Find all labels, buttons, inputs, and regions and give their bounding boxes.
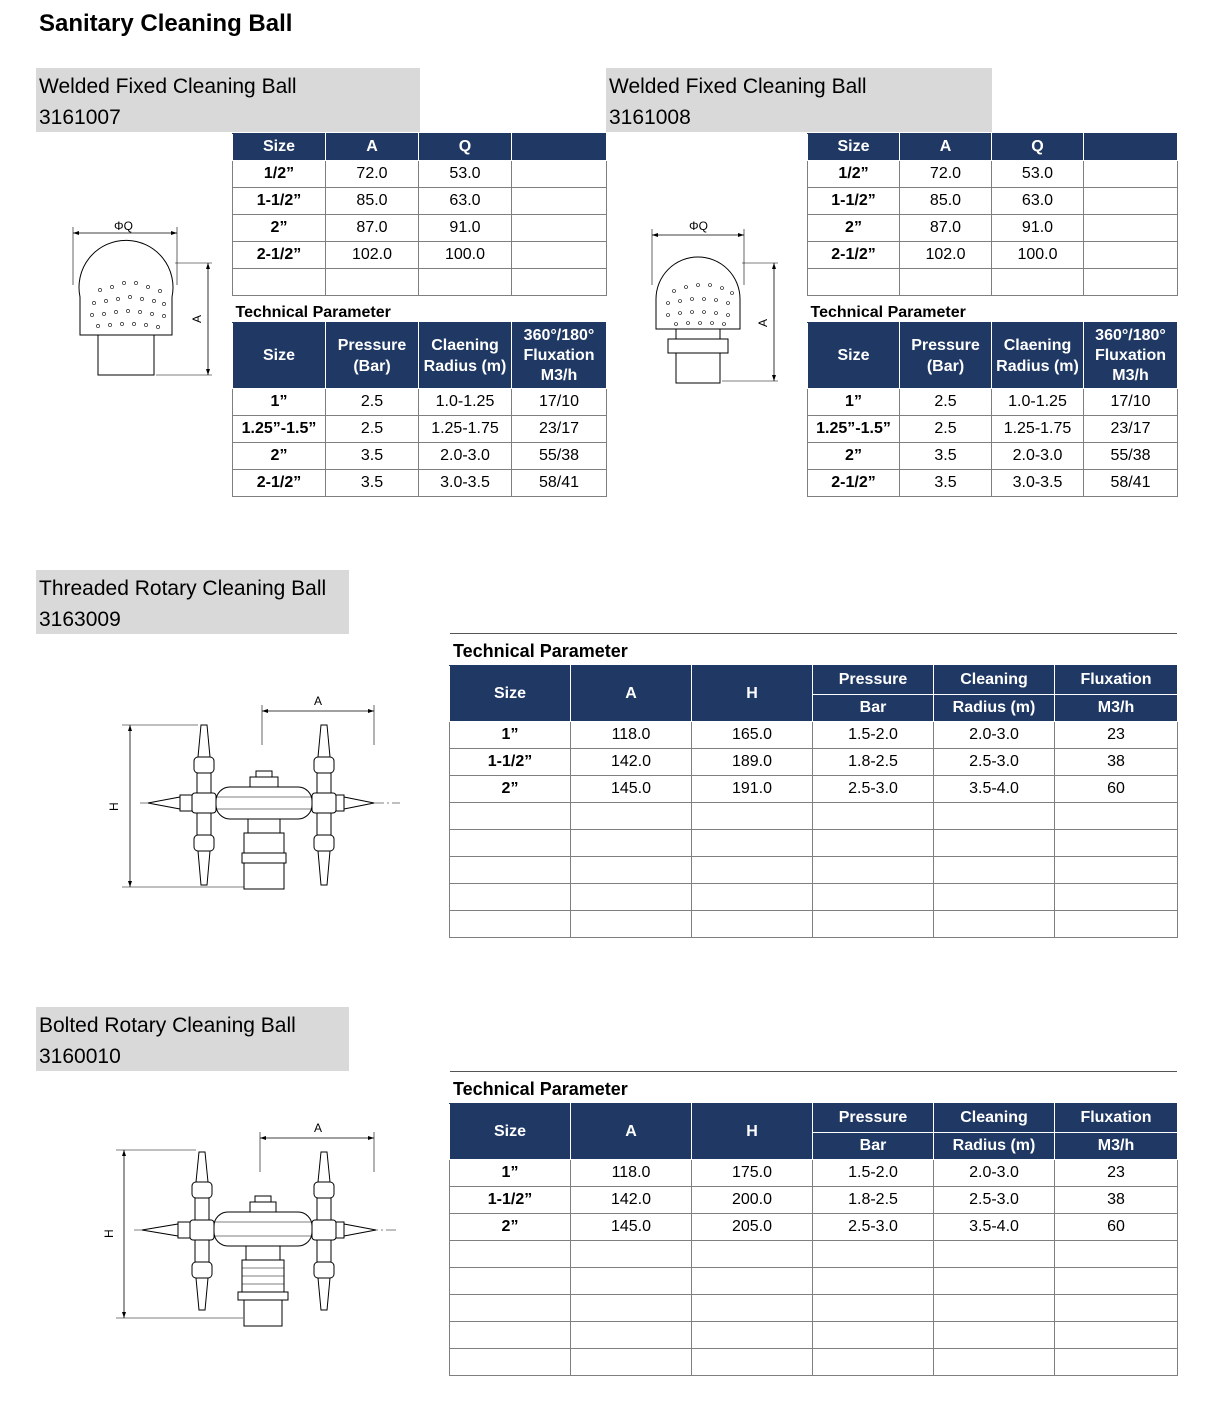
dim-q-label: ΦQ xyxy=(689,219,708,233)
col-blank xyxy=(1084,134,1178,161)
dim-a-label: A xyxy=(756,318,770,327)
table-row: 1” 118.0 165.0 1.5-2.0 2.0-3.0 23 xyxy=(450,722,1178,749)
tech-col-pressure: Pressure (Bar) xyxy=(900,323,992,389)
table-row: 2” 3.5 2.0-3.0 55/38 xyxy=(808,443,1178,470)
tech-parameter-label: Technical Parameter xyxy=(233,296,607,323)
col-size: Size xyxy=(808,134,900,161)
table-row: 1-1/2” 142.0 189.0 1.8-2.5 2.5-3.0 38 xyxy=(450,749,1178,776)
col-blank xyxy=(512,134,607,161)
size-table-3161008 xyxy=(807,133,1178,497)
col-a: A xyxy=(326,134,419,161)
product-code: 3163009 xyxy=(39,608,121,631)
tech-table-3163009 xyxy=(449,665,1178,938)
welded-ball-drawing-threaded xyxy=(640,215,790,385)
table-row: 2” 87.0 91.0 xyxy=(808,215,1178,242)
dim-h-label: H xyxy=(107,802,121,811)
table-row: 1-1/2” 142.0 200.0 1.8-2.5 2.5-3.0 38 xyxy=(450,1187,1178,1214)
col-a: A xyxy=(571,1104,692,1160)
col-cleaning-unit: Radius (m) xyxy=(934,1133,1055,1160)
col-fluxation: Fluxation xyxy=(1055,1104,1178,1133)
tech-col-radius: Claening Radius (m) xyxy=(992,323,1084,389)
product-name: Welded Fixed Cleaning Ball xyxy=(39,75,297,98)
table-row: 2-1/2” 102.0 100.0 xyxy=(233,242,607,269)
tech-col-radius: Claening Radius (m) xyxy=(419,323,512,389)
col-a: A xyxy=(900,134,992,161)
col-pressure: Pressure xyxy=(813,666,934,695)
product-name: Bolted Rotary Cleaning Ball xyxy=(39,1014,296,1037)
table-row: 1/2” 72.0 53.0 xyxy=(808,161,1178,188)
col-h: H xyxy=(692,1104,813,1160)
col-pressure-unit: Bar xyxy=(813,1133,934,1160)
col-size: Size xyxy=(450,666,571,722)
table-row: 2-1/2” 102.0 100.0 xyxy=(808,242,1178,269)
tech-parameter-label: Technical Parameter xyxy=(808,296,1178,323)
table-row: 2” 3.5 2.0-3.0 55/38 xyxy=(233,443,607,470)
col-cleaning: Cleaning xyxy=(934,666,1055,695)
tech-parameter-label: Technical Parameter xyxy=(453,1079,628,1099)
table-row: 2-1/2” 3.5 3.0-3.5 58/41 xyxy=(233,470,607,497)
dim-a-label: A xyxy=(314,1121,323,1135)
welded-ball-drawing xyxy=(60,215,220,385)
col-cleaning: Cleaning xyxy=(934,1104,1055,1133)
size-table-3161007 xyxy=(232,133,607,497)
tech-col-fluxation: 360°/180° Fluxation M3/h xyxy=(512,323,607,389)
tech-col-size: Size xyxy=(233,323,326,389)
table-row: 1.25”-1.5” 2.5 1.25-1.75 23/17 xyxy=(233,416,607,443)
tech-col-pressure: Pressure (Bar) xyxy=(326,323,419,389)
table-row: 2” 87.0 91.0 xyxy=(233,215,607,242)
table-row: 1” 2.5 1.0-1.25 17/10 xyxy=(808,389,1178,416)
dim-a-label: A xyxy=(190,314,204,323)
table-row: 2” 145.0 191.0 2.5-3.0 3.5-4.0 60 xyxy=(450,776,1178,803)
dim-a-label: A xyxy=(314,694,323,708)
table-row: 1” 2.5 1.0-1.25 17/10 xyxy=(233,389,607,416)
col-size: Size xyxy=(233,134,326,161)
tech-col-fluxation: 360°/180° Fluxation M3/h xyxy=(1084,323,1178,389)
table-row: 2” 145.0 205.0 2.5-3.0 3.5-4.0 60 xyxy=(450,1214,1178,1241)
col-size: Size xyxy=(450,1104,571,1160)
table-row: 1-1/2” 85.0 63.0 xyxy=(233,188,607,215)
product-header-3160010 xyxy=(36,1007,349,1071)
tech-parameter-label: Technical Parameter xyxy=(453,641,628,661)
product-header-3161008 xyxy=(606,68,992,132)
product-header-3161007 xyxy=(36,68,420,132)
col-a: A xyxy=(571,666,692,722)
tech-top-rule xyxy=(450,1071,1177,1072)
table-row: 1-1/2” 85.0 63.0 xyxy=(808,188,1178,215)
table-row: 1/2” 72.0 53.0 xyxy=(233,161,607,188)
col-pressure-unit: Bar xyxy=(813,695,934,722)
table-row: 2-1/2” 3.5 3.0-3.5 58/41 xyxy=(808,470,1178,497)
threaded-rotary-drawing xyxy=(100,685,410,905)
product-code: 3160010 xyxy=(39,1045,121,1068)
col-q: Q xyxy=(992,134,1084,161)
col-fluxation-unit: M3/h xyxy=(1055,695,1178,722)
page-title: Sanitary Cleaning Ball xyxy=(39,10,293,37)
tech-table-3160010 xyxy=(449,1103,1178,1376)
table-row: 1.25”-1.5” 2.5 1.25-1.75 23/17 xyxy=(808,416,1178,443)
tech-col-size: Size xyxy=(808,323,900,389)
table-row: 1” 118.0 175.0 1.5-2.0 2.0-3.0 23 xyxy=(450,1160,1178,1187)
dim-q-label: ΦQ xyxy=(114,219,133,233)
col-fluxation-unit: M3/h xyxy=(1055,1133,1178,1160)
tech-top-rule xyxy=(450,633,1177,634)
col-q: Q xyxy=(419,134,512,161)
dim-h-label: H xyxy=(102,1229,116,1238)
product-name: Welded Fixed Cleaning Ball xyxy=(609,75,867,98)
col-fluxation: Fluxation xyxy=(1055,666,1178,695)
product-name: Threaded Rotary Cleaning Ball xyxy=(39,577,327,600)
product-header-3163009 xyxy=(36,570,349,634)
product-code: 3161008 xyxy=(609,106,691,129)
product-code: 3161007 xyxy=(39,106,121,129)
col-pressure: Pressure xyxy=(813,1104,934,1133)
col-h: H xyxy=(692,666,813,722)
bolted-rotary-drawing xyxy=(98,1112,408,1342)
col-cleaning-unit: Radius (m) xyxy=(934,695,1055,722)
